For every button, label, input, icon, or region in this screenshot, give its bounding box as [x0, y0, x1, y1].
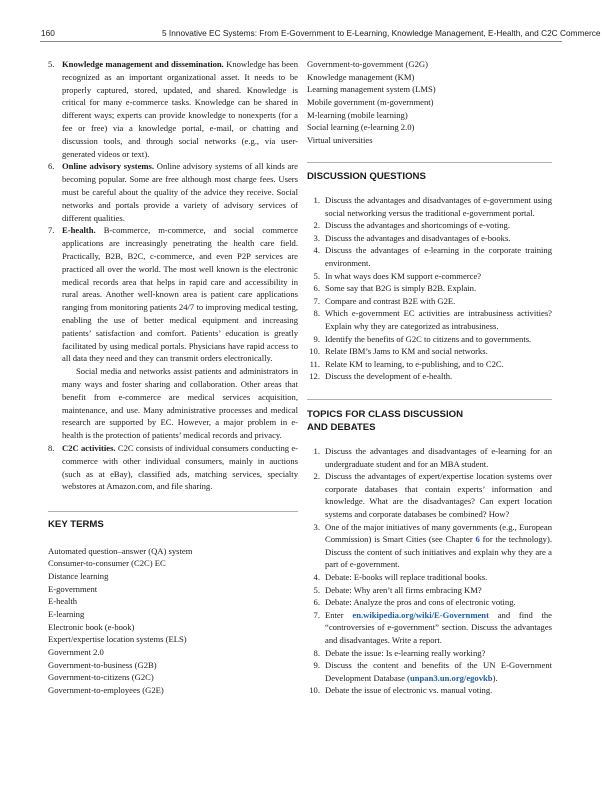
summary-item: 8. C2C activities. C2C consists of individual consumers conducting e-commerce with other individual consumers, mainly in auctions (such as at eBay), classified ads, matching services, specialty webstores at Amazon.com, and file sharing. — [48, 442, 298, 492]
topic-item: 7. Enter en.wikipedia.org/wiki/E-Government and find the “controversies of e-government” section. Discuss the advantages and disadvantages. Write a report. — [313, 609, 553, 645]
running-header — [40, 27, 601, 42]
summary-text: B-commerce, m-commerce, and social commerce applications are increasingly penetrating the health care field. Practically, B2B, B2C, c-commerce, and even P2P services are practiced all over the world. The most well known is the electronic medical records area that helps in rapid care and accessibility in rural areas. Another well-known area is patient care applications ranging from monitoring patients 24/7 to improving medical testing, enabling the use of better medical equipment and increasing patients’ satisfaction and comfort. Patients’ education is greatly facilitated by using medical portals. Physicians have rapid access to all data they need and they can transmit orders electronically. — [62, 225, 298, 364]
topic-item: 4. Debate: E-books will replace traditional books. — [313, 571, 488, 582]
topic-item: 5. Debate: Why aren’t all firms embracing KM? — [313, 584, 482, 595]
key-terms-list — [48, 545, 298, 697]
summary-term: E-health. — [62, 225, 96, 236]
key-term: Social learning (e-learning 2.0) — [307, 122, 415, 133]
question-item: 10. Relate IBM’s Jams to KM and social networks. — [309, 346, 488, 357]
discussion-heading: DISCUSSION QUESTIONS — [307, 170, 426, 182]
question-item: 2. Discuss the advantages and shortcomings of e-voting. — [313, 220, 510, 231]
topics-list — [307, 445, 552, 697]
topic-item: 8. Debate the issue: Is e-learning really working? — [313, 647, 486, 658]
wikipedia-link[interactable]: en.wikipedia.org/wiki/E-Government — [352, 609, 489, 620]
summary-term: Online advisory systems. — [62, 161, 155, 172]
topics-heading: TOPICS FOR CLASS DISCUSSION AND DEBATES — [307, 409, 464, 433]
question-item: 11. Relate KM to learning, to e-publishing, and to C2C. — [309, 358, 504, 369]
key-term: Virtual universities — [307, 134, 373, 145]
question-item: 8. Which e-government EC activities are intrabusiness activities? Explain why they are categorized as intrabusiness. — [313, 308, 552, 332]
question-item: 3. Discuss the advantages and disadvantages of e-books. — [313, 232, 511, 243]
question-item: 7. Compare and contrast B2E with G2E. — [313, 295, 456, 306]
chapter-link[interactable]: 6 — [475, 534, 480, 545]
key-term: Knowledge management (KM) — [307, 71, 415, 82]
question-item: 9. Identify the benefits of G2C to citizens and to governments. — [313, 333, 532, 344]
key-term: Distance learning — [48, 570, 109, 581]
key-term: E-health — [48, 596, 78, 607]
question-item: 4. Discuss the advantages of e-learning in the corporate training environment. — [313, 245, 552, 269]
summary-item: 7. E-health. B-commerce, m-commerce, and social commerce applications are increasingly penetrating the health care field. Practically, B2B, B2C, c-commerce, and even P2P services are practiced all over the world. The most well known is the electronic medical records area that helps in rapid care and accessibility in rural areas. Another well-known area is patient care applications ranging from monitoring patients 24/7 to improving medical testing, enabling the use of better medical equipment and increasing patients’ satisfaction and comfort. Patients’ education is greatly facilitated by using medical portals. Physicians have rapid access to all data they need and they can transmit orders electronically. Social media and networks assist patients and administrators in many ways and foster sharing and collaboration. Other areas that benefit from e-commerce are medical services acquisition, maintenance, and use. Many administrative processes and medical research are supported by EC. However, a major problem in e-health is the protection of patients’ medical records and privacy. — [48, 225, 298, 441]
key-term: Automated question–answer (QA) system — [48, 545, 193, 556]
topic-item: 1. Discuss the advantages and disadvantages of e-learning for an undergraduate student and for an MBA student. — [313, 446, 552, 469]
question-item: 6. Some say that B2G is simply B2B. Explain. — [313, 283, 477, 294]
right-column — [307, 58, 552, 697]
section-divider — [48, 511, 298, 512]
key-term: Consumer-to-consumer (C2C) EC — [48, 558, 166, 569]
key-term: Government 2.0 — [48, 646, 104, 657]
page-number: 160 — [41, 28, 55, 38]
discussion-questions — [307, 194, 552, 383]
chapter-title: 5 Innovative EC Systems: From E-Government to E-Learning, Knowledge Management, E-Health, and C2C Commerce — [162, 28, 601, 38]
key-term: Government-to-business (G2B) — [48, 659, 157, 670]
summary-text: Knowledge has been recognized as an important organizational asset. It needs to be properly captured, stored, updated, and shared. Knowledge is critical for many e-commerce tasks. Knowledge can be shared in different ways; experts can provide knowledge to nonexperts (for a fee or free) via a knowledge portal, e-mail, or chatting and discussion tools, and through social networks (e.g., via user-generated videos or text). — [62, 59, 299, 159]
key-term: E-learning — [48, 608, 85, 619]
summary-text: Online advisory systems of all kinds are becoming popular. Some are free although most charge fees. Users must be careful about the quality of the advice they receive. Social networks and portals provide a variety of advisory services of different qualities. — [62, 161, 298, 223]
key-term: Expert/expertise location systems (ELS) — [48, 634, 187, 645]
key-term: Mobile government (m-government) — [307, 96, 434, 107]
question-item: 5. In what ways does KM support e-commerce? — [313, 270, 482, 281]
section-divider — [307, 162, 552, 163]
question-item: 1. Discuss the advantages and disadvantages of e-government using social networking versus the traditional e-government portal. — [313, 195, 552, 218]
key-terms-list-continued — [307, 58, 552, 147]
topic-item: 6. Debate: Analyze the pros and cons of electronic voting. — [313, 597, 516, 608]
topic-item: 3. One of the major initiatives of many governments (e.g., European Commission) is Smart Cities (see Chapter 6 for the technology). Discuss the content of such initiatives and explain why they are a part of e-government. — [313, 521, 552, 570]
key-term: Learning management system (LMS) — [307, 84, 436, 95]
topic-item: 9. Discuss the content and benefits of the UN E-Government Development Database (unpan3.un.org/egovkb). — [313, 660, 552, 683]
summary-text: Social media and networks assist patients and administrators in many ways and foster sharing and collaboration. Other areas that benefit from e-commerce are medical services acquisition, maintenance, and use. Many administrative processes and medical research are supported by EC. However, a major problem in e-health is the protection of patients’ medical records and privacy. — [62, 366, 298, 441]
key-terms-heading: KEY TERMS — [48, 519, 104, 531]
unpan-link[interactable]: unpan3.un.org/egovkb — [409, 672, 493, 683]
summary-text: C2C consists of individual consumers conducting e-commerce with other individual consumers, mainly in auctions (such as at eBay), classified ads, matching services, specialty webstores at Amazon.com, and file sharing. — [62, 442, 298, 492]
key-term: Government-to-employees (G2E) — [48, 684, 164, 695]
key-term: M-learning (mobile learning) — [307, 109, 408, 120]
topic-item: 10. Debate the issue of electronic vs. manual voting. — [309, 685, 493, 696]
summary-item: 5. Knowledge management and dissemination. Knowledge has been recognized as an important organizational asset. It needs to be properly captured, stored, updated, and shared. Knowledge is critical for many e-commerce tasks. Knowledge can be shared in different ways; experts can provide knowledge to nonexperts (for a fee or free) via a knowledge portal, e-mail, or chatting and discussion tools, and through social networks (e.g., via user-generated videos or text). — [48, 59, 299, 159]
summary-term: C2C activities. — [62, 442, 116, 453]
section-divider — [307, 399, 552, 400]
summary-item: 6. Online advisory systems. Online advisory systems of all kinds are becoming popular. Some are free although most charge fees. Users must be careful about the quality of the advice they receive. Social networks and portals provide a variety of advisory services of different qualities. — [48, 161, 298, 223]
key-term: Government-to-citizens (G2C) — [48, 672, 154, 683]
topic-item: 2. Discuss the advantages of expert/expertise location systems over corporate databases that contain experts’ information and knowledge. What are the disadvantages? Can expert location systems and corporate databases be combined? How? — [313, 471, 552, 519]
left-column — [48, 58, 298, 696]
key-term: E-government — [48, 583, 98, 594]
question-item: 12. Discuss the development of e-health. — [309, 371, 453, 382]
summary-term: Knowledge management and dissemination. — [62, 59, 224, 69]
key-term: Government-to-government (G2G) — [307, 59, 428, 69]
key-term: Electronic book (e-book) — [48, 621, 135, 632]
